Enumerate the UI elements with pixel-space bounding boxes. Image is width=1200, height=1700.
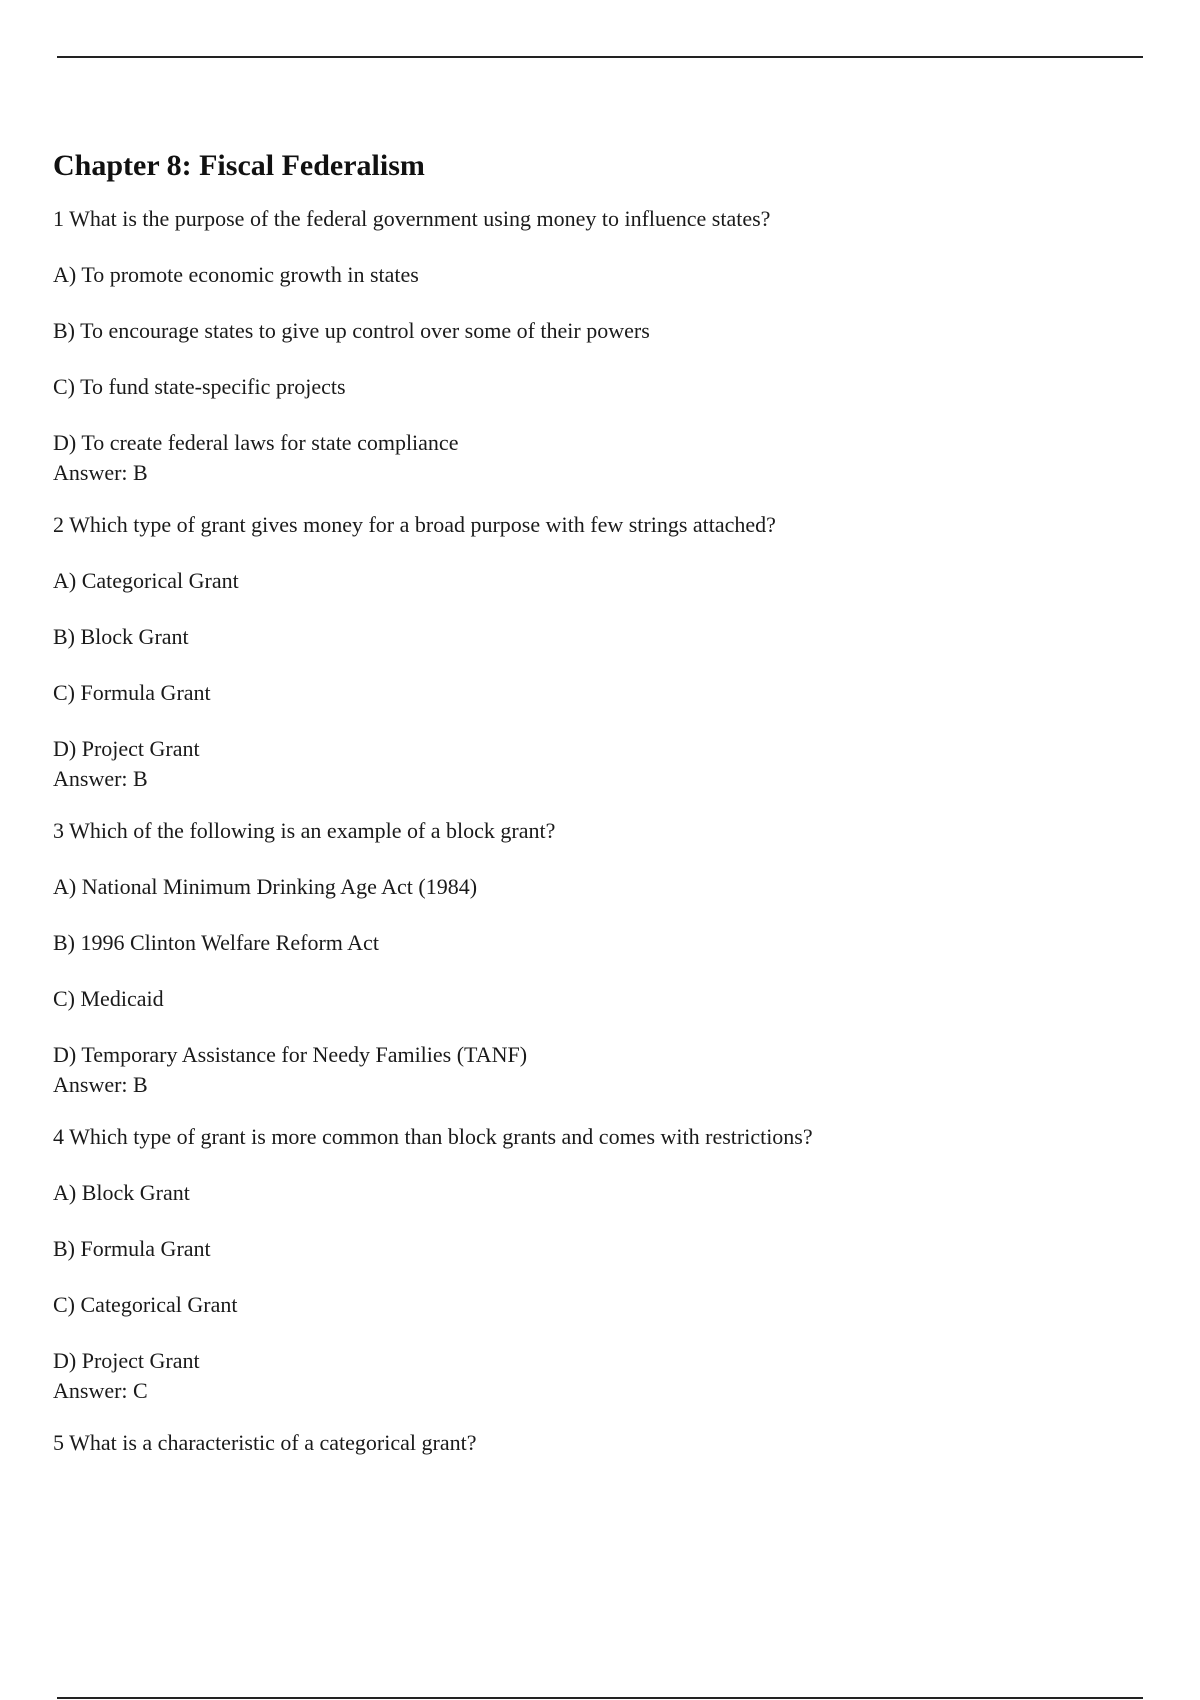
option-b: B) To encourage states to give up control over some of their powers <box>53 318 650 343</box>
option-d: D) Project Grant <box>53 1348 200 1373</box>
question-block <box>53 510 1143 794</box>
footer-rule <box>57 1697 1143 1699</box>
option-b: B) Formula Grant <box>53 1236 211 1261</box>
option-d: D) To create federal laws for state compliance <box>53 430 459 455</box>
answer-key: Answer: B <box>53 766 148 791</box>
option-c: C) Categorical Grant <box>53 1292 238 1317</box>
answer-key: Answer: B <box>53 1072 148 1097</box>
question-block <box>53 816 1143 1100</box>
chapter-title: Chapter 8: Fiscal Federalism <box>53 149 425 182</box>
option-a: A) Block Grant <box>53 1180 190 1205</box>
option-c: C) To fund state-specific projects <box>53 374 346 399</box>
question-stem: 3 Which of the following is an example of a block grant? <box>53 818 556 843</box>
question-block <box>53 1122 1143 1406</box>
question-stem: 4 Which type of grant is more common than block grants and comes with restrictions? <box>53 1124 813 1149</box>
header-rule <box>57 56 1143 58</box>
question-block <box>53 204 1143 488</box>
option-d: D) Temporary Assistance for Needy Families (TANF) <box>53 1042 528 1067</box>
option-a: A) National Minimum Drinking Age Act (1984) <box>53 874 478 899</box>
answer-key: Answer: B <box>53 460 148 485</box>
question-stem: 2 Which type of grant gives money for a broad purpose with few strings attached? <box>53 512 776 537</box>
document-body <box>53 146 1143 1484</box>
option-b: B) Block Grant <box>53 624 189 649</box>
option-a: A) To promote economic growth in states <box>53 262 419 287</box>
question-stem: 5 What is a characteristic of a categorical grant? <box>53 1430 477 1455</box>
question-stem: 1 What is the purpose of the federal government using money to influence states? <box>53 206 771 231</box>
option-c: C) Formula Grant <box>53 680 211 705</box>
answer-key: Answer: C <box>53 1378 148 1403</box>
option-d: D) Project Grant <box>53 736 200 761</box>
question-block <box>53 1428 1143 1458</box>
option-b: B) 1996 Clinton Welfare Reform Act <box>53 930 379 955</box>
option-c: C) Medicaid <box>53 986 164 1011</box>
option-a: A) Categorical Grant <box>53 568 239 593</box>
